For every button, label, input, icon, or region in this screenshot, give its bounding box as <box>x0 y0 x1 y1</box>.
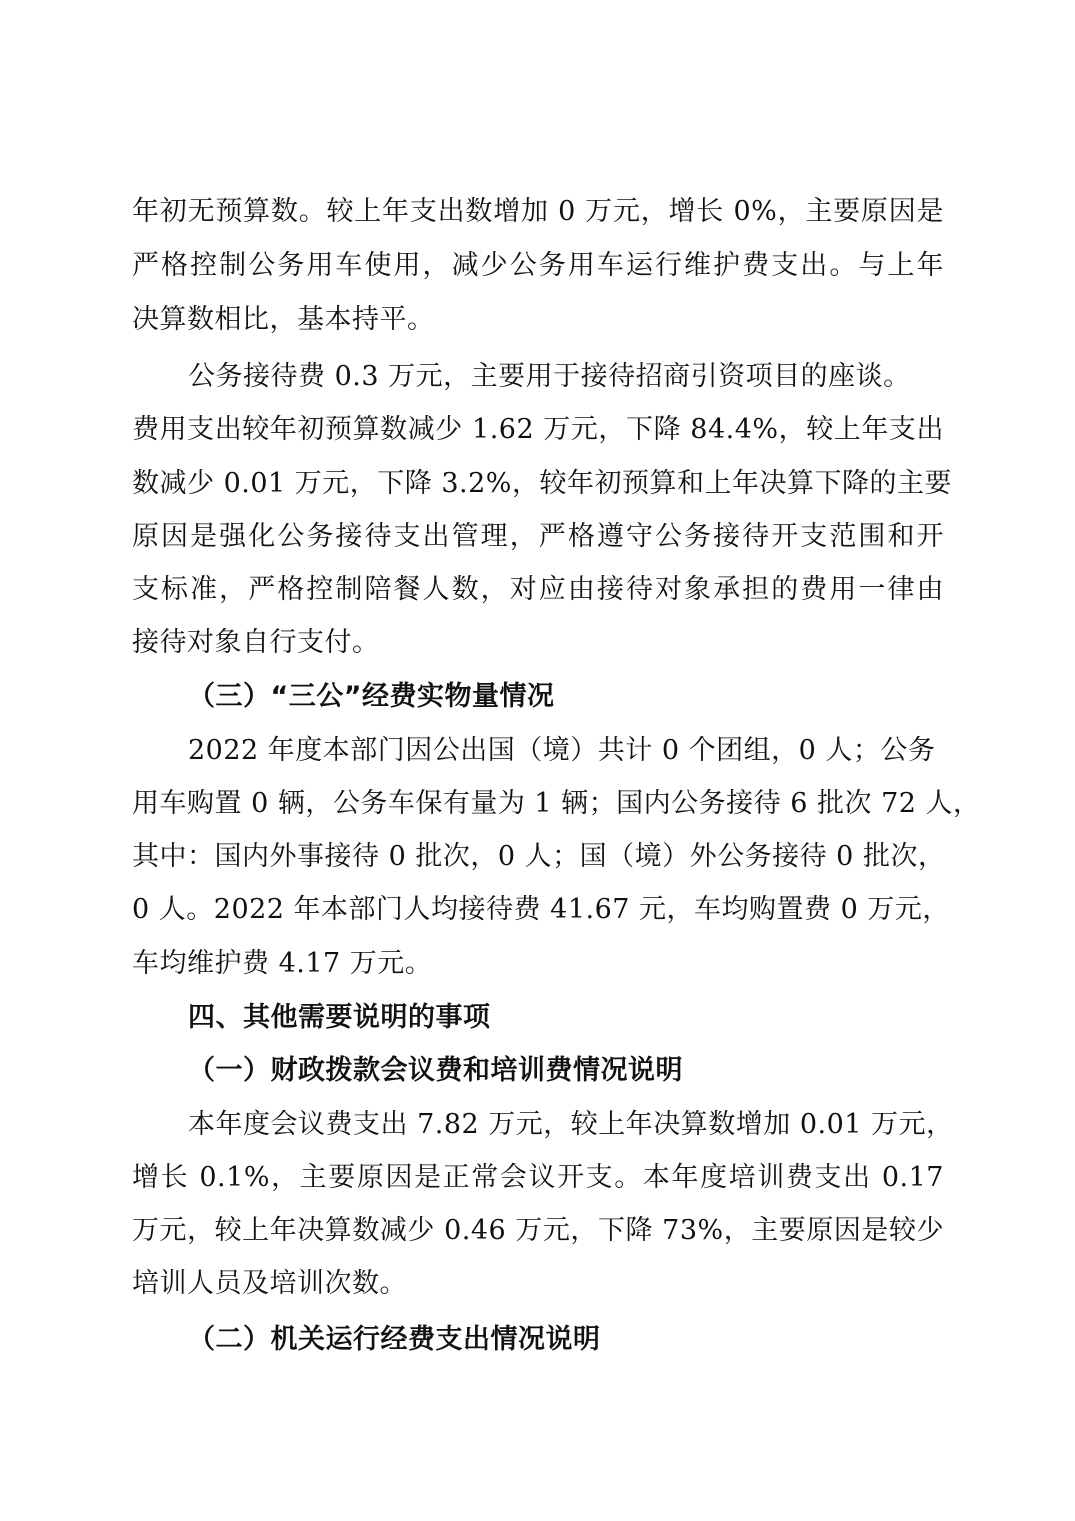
paragraph-line: 原因是强化公务接待支出管理，严格遵守公务接待开支范围和开 <box>132 521 944 552</box>
paragraph-line: 支标准，严格控制陪餐人数，对应由接待对象承担的费用一律由 <box>132 574 944 605</box>
paragraph-line: 培训人员及培训次数。 <box>132 1268 407 1299</box>
paragraph-line: 年初无预算数。较上年支出数增加 0 万元，增长 0%，主要原因是 <box>132 196 944 227</box>
section-heading: （二）机关运行经费支出情况说明 <box>188 1324 601 1355</box>
paragraph-line: 接待对象自行支付。 <box>132 627 380 658</box>
section-heading: （一）财政拨款会议费和培训费情况说明 <box>188 1055 683 1086</box>
paragraph-line: 2022 年度本部门因公出国（境）共计 0 个团组，0 人；公务 <box>188 735 936 766</box>
paragraph-line: 增长 0.1%，主要原因是正常会议开支。本年度培训费支出 0.17 <box>132 1162 944 1193</box>
paragraph-line: 决算数相比，基本持平。 <box>132 304 435 335</box>
section-heading: 四、其他需要说明的事项 <box>188 1002 491 1033</box>
paragraph-line: 用车购置 0 辆，公务车保有量为 1 辆；国内公务接待 6 批次 72 人， <box>132 788 981 819</box>
paragraph-line: 公务接待费 0.3 万元，主要用于接待招商引资项目的座谈。 <box>188 361 911 392</box>
paragraph-line: 本年度会议费支出 7.82 万元，较上年决算数增加 0.01 万元， <box>188 1109 954 1140</box>
paragraph-line: 数减少 0.01 万元，下降 3.2%，较年初预算和上年决算下降的主要 <box>132 468 952 499</box>
section-heading: （三）“三公”经费实物量情况 <box>188 681 555 712</box>
paragraph-line: 0 人。2022 年本部门人均接待费 41.67 元，车均购置费 0 万元， <box>132 894 950 925</box>
paragraph-line: 严格控制公务用车使用，减少公务用车运行维护费支出。与上年 <box>132 250 944 281</box>
paragraph-line: 车均维护费 4.17 万元。 <box>132 948 433 979</box>
paragraph-line: 万元，较上年决算数减少 0.46 万元，下降 73%，主要原因是较少 <box>132 1215 944 1246</box>
paragraph-line: 其中：国内外事接待 0 批次，0 人；国（境）外公务接待 0 批次， <box>132 841 946 872</box>
paragraph-line: 费用支出较年初预算数减少 1.62 万元，下降 84.4%，较上年支出 <box>132 414 944 445</box>
